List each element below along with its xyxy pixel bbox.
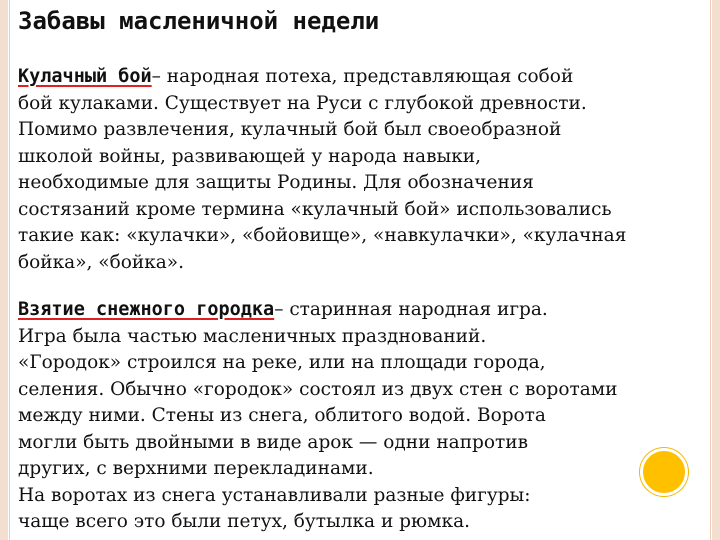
paragraph-line: могли быть двойными в виде арок — одни напротив	[18, 431, 528, 453]
paragraph-line: бой кулаками. Существует на Руси с глубокой древности.	[18, 92, 587, 114]
paragraph-line: селения. Обычно «городок» состоял из двух стен с воротами	[18, 378, 618, 400]
term-snow-town: Взятие снежного городка	[18, 299, 275, 320]
paragraph-line: между ними. Стены из снега, облитого водой. Ворота	[18, 405, 546, 426]
paragraph-line: На воротах из снега устанавливали разные фигуры:	[18, 484, 531, 506]
paragraph-line-text: – народная потеха, представляющая собой	[151, 66, 574, 87]
slide-frame-left	[0, 0, 8, 540]
paragraph-line: состязаний кроме термина «кулачный бой» использовались	[18, 198, 612, 220]
paragraph-snow-town	[18, 297, 708, 536]
term-fist-fight: Кулачный бой	[18, 66, 152, 87]
paragraph-line: чаще всего это были петух, бутылка и рюмка.	[18, 511, 470, 532]
paragraph-line: бойка», «бойка».	[18, 251, 184, 273]
paragraph-line: Игра была частью масленичных празднований.	[18, 325, 487, 347]
paragraph-line-text: – старинная народная игра.	[274, 299, 548, 320]
paragraph-line: «Городок» строился на реке, или на площади города,	[18, 352, 546, 373]
paragraph-line: необходимые для защиты Родины. Для обозначения	[18, 172, 534, 193]
paragraph-line: такие как: «кулачки», «бойовище», «навкулачки», «кулачная	[18, 225, 627, 246]
slide-title: Забавы масленичной недели	[18, 7, 380, 35]
paragraph-line	[18, 297, 708, 324]
slide-frame-line-right	[710, 0, 711, 540]
paragraph-fist-fight	[18, 64, 708, 276]
paragraph-line: Помимо развлечения, кулачный бой был своеобразной	[18, 119, 562, 140]
slide-frame-right	[712, 0, 720, 540]
paragraph-line: школой войны, развивающей у народа навыки,	[18, 145, 481, 167]
slide-frame-line-left	[9, 0, 10, 540]
paragraph-line: других, с верхними перекладинами.	[18, 458, 374, 479]
yellow-circle-icon	[640, 448, 688, 496]
paragraph-line	[18, 64, 708, 91]
